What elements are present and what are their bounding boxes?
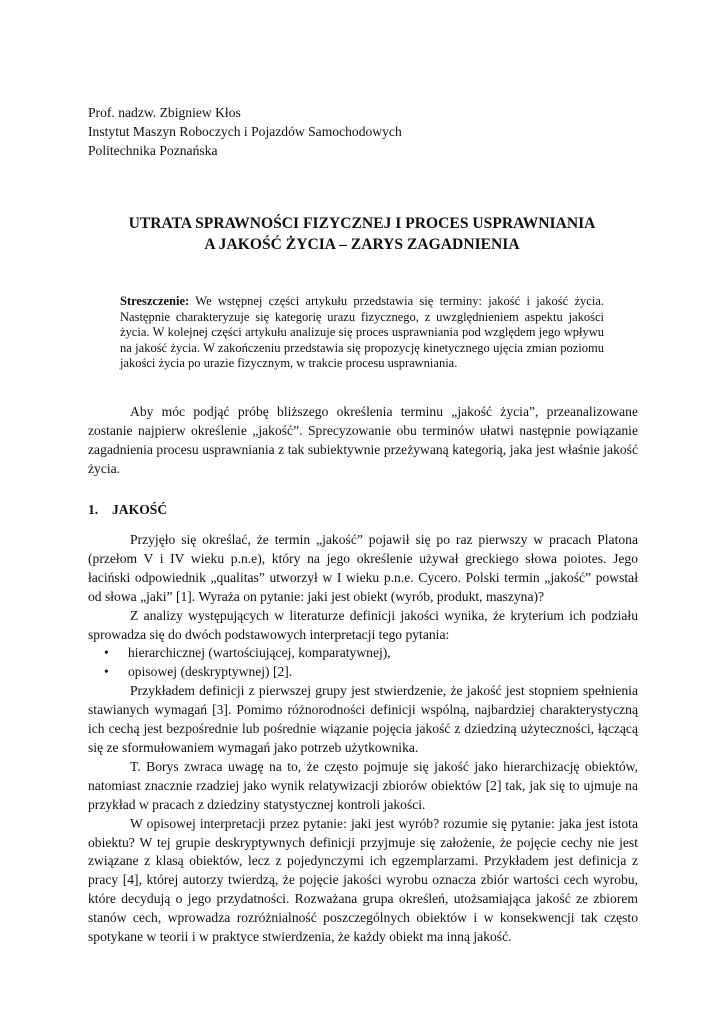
paragraph-1: Przyjęło się określać, że termin „jakość” pojawił się po raz pierwszy w pracach Platona (przełom V i IV wieku p.n.e), który na jego określenie używał greckiego słowa poiotes. Jego łaciński odpowiednik „qualitas” utworzył w I wieku p.n.e. Cycero. Polski termin „jakość” powstał od słowa „jaki” [1]. Wyraża on pytanie: jaki jest obiekt (wyrób, produkt, maszyna)? (88, 532, 638, 604)
title-line-1: UTRATA SPRAWNOŚCI FIZYCZNEJ I PROCES USPRAWNIANIA (128, 215, 596, 232)
abstract-label: Streszczenie: (120, 294, 190, 308)
author-block (88, 103, 648, 160)
bullet-list (88, 644, 638, 682)
abstract (120, 294, 604, 372)
paragraph-2: Z analizy występujących w literaturze definicji jakości wynika, że kryterium ich podziału sprowadza się do dwóch podstawowych interpretacji tego pytania: (88, 607, 638, 642)
bullet-icon: • (104, 664, 109, 680)
list-item-text: hierarchicznej (wartościującej, komparatywnej), (128, 645, 391, 661)
title-line-2: A JAKOŚĆ ŻYCIA – ZARYS ZAGADNIENIA (204, 236, 520, 253)
paragraph-3: Przykładem definicji z pierwszej grupy jest stwierdzenie, że jakość jest stopniem spełnienia stawianych wymagań [3]. Pomimo różnorodności definicji wspólną, najbardziej charakterystyczną ich cechą jest bezpośrednie lub pośrednie wiązanie pojęcia jakość z dziedziną użyteczności, łączącą się ze sformułowaniem wymagań jako potrzeb użytkownika. (88, 683, 638, 755)
paragraph-4: T. Borys zwraca uwagę na to, że często pojmuje się jakość jako hierarchizację obiektów, natomiast znacznie rzadziej jako wynik relatywizacji zbiorów obiektów [2] tak, jak się to ujmuje na przykład w pracach z dziedziny statystycznej kontroli jakości. (88, 758, 638, 812)
list-item (88, 644, 638, 663)
abstract-text: We wstępnej części artykułu przedstawia się terminy: jakość i jakość życia. Następnie charakteryzuje się kategorię urazu fizycznego, z uwzględnieniem aspektu jakości życia. W kolejnej części artykułu analizuje się proces usprawniania pod względem jego wpływu na jakość życia. W zakończeniu przedstawia się propozycję kinetycznego ujęcia zmian poziomu jakości życia po urazie fizycznym, w trakcie procesu usprawniania. (120, 294, 604, 371)
section-heading (88, 500, 638, 519)
section-title: JAKOŚĆ (112, 502, 168, 517)
intro-paragraph: Aby móc podjąć próbę bliższego określenia terminu „jakość życia”, przeanalizowane zostanie najpierw określenie „jakość”. Sprecyzowanie obu terminów ułatwi następnie powiązanie zagadnienia procesu usprawniania z tak subiektywnie przeżywaną kategorią, jaka jest właśnie jakość życia. (88, 404, 638, 476)
author-name: Prof. nadzw. Zbigniew Kłos (88, 105, 241, 120)
section-body (88, 531, 638, 947)
author-university: Politechnika Poznańska (88, 143, 218, 158)
section-number: 1. (88, 502, 99, 517)
bullet-icon: • (104, 645, 109, 661)
author-institute: Instytut Maszyn Roboczych i Pojazdów Samochodowych (88, 124, 402, 139)
paper-title (70, 213, 654, 255)
list-item-text: opisowej (deskryptywnej) [2]. (128, 664, 293, 680)
list-item (88, 663, 638, 682)
paragraph-5: W opisowej interpretacji przez pytanie: jaki jest wyrób? rozumie się pytanie: jaka jest istota obiektu? W tej grupie deskryptywnych definicji przyjmuje się założenie, że pojęcie cechy nie jest związane z klasą obiektów, lecz z pojedynczymi ich egzemplarzami. Przykładem jest definicja z pracy [4], której autorzy twierdzą, że pojęcie jakości wyrobu oznacza zbiór wartości cech wyrobu, które decydują o jego przydatności. Rozważana grupa określeń, utożsamiająca jakość ze zbiorem stanów cech, wprowadza rozróżnialność poszczególnych obiektów i w konsekwencji tak często spotykane w teorii i w praktyce stwierdzenia, że każdy obiekt ma inną jakość. (88, 815, 638, 945)
